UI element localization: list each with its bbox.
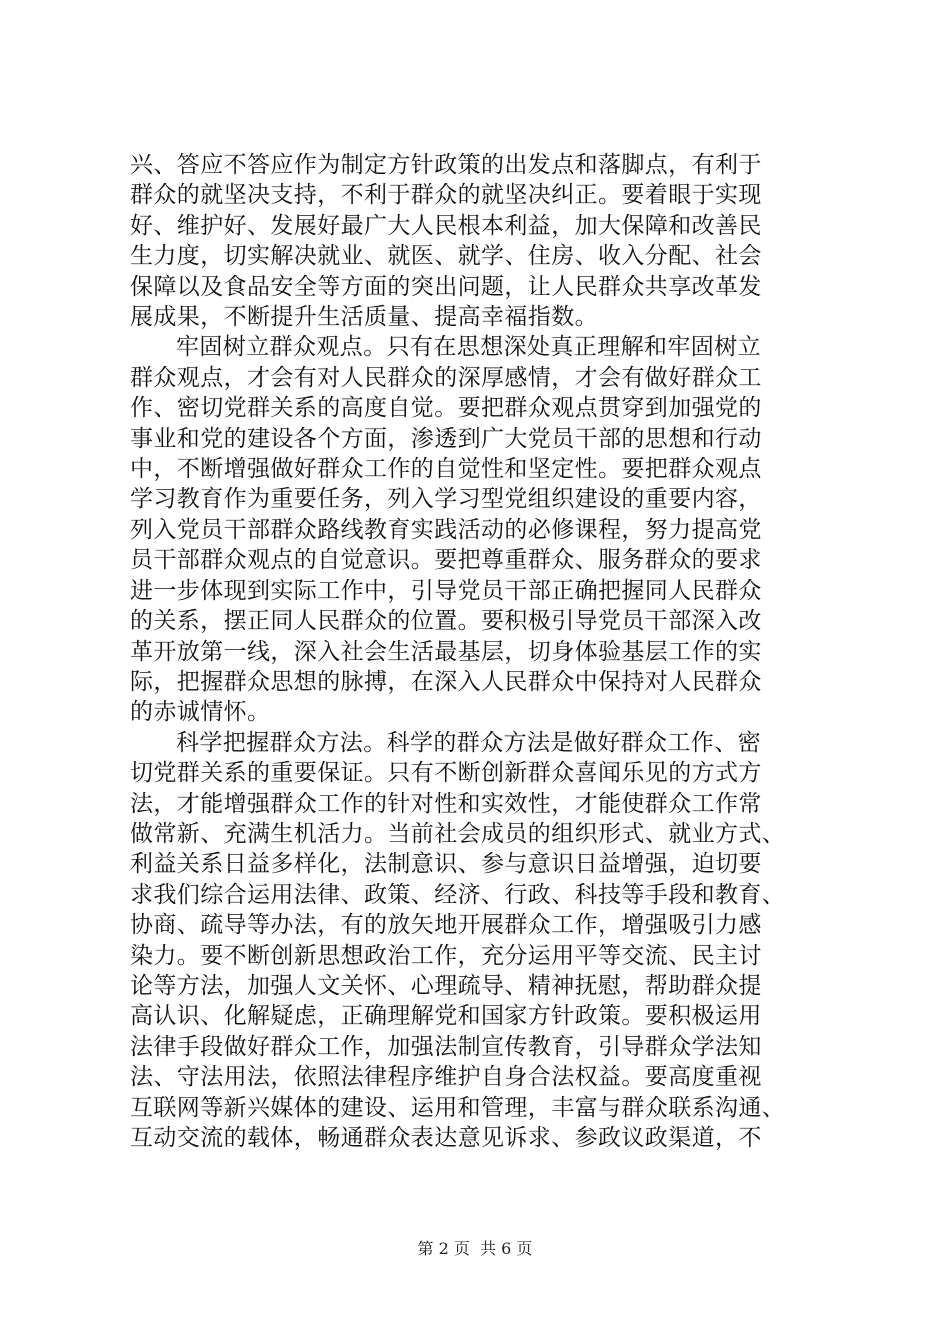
text-line: 展成果，不断提升生活质量、提高幸福指数。: [130, 304, 598, 331]
text-line: 协商、疏导等办法，有的放矢地开展群众工作，增强吸引力感: [130, 912, 762, 939]
paragraph: [130, 150, 830, 332]
page-footer: 第 2 页 共 6 页: [417, 1239, 533, 1258]
text-line: 生力度，切实解决就业、就医、就学、住房、收入分配、社会: [130, 243, 762, 270]
text-line: 法，才能增强群众工作的针对性和实效性，才能使群众工作常: [130, 790, 762, 817]
text-line: 互动交流的载体，畅通群众表达意见诉求、参政议政渠道，不: [130, 1125, 762, 1151]
text-line: 列入党员干部群众路线教育实践活动的必修课程，努力提高党: [130, 516, 762, 543]
text-line: 科学把握群众方法。科学的群众方法是做好群众工作、密: [176, 729, 761, 756]
text-line: 的赤诚情怀。: [130, 699, 271, 726]
text-line: 求我们综合运用法律、政策、经济、行政、科技等手段和教育、: [130, 881, 786, 908]
text-line: 群众的就坚决支持，不利于群众的就坚决纠正。要着眼于实现: [130, 182, 762, 209]
text-line: 群众观点，才会有对人民群众的深厚感情，才会有做好群众工: [130, 364, 762, 391]
text-line: 好、维护好、发展好最广大人民根本利益，加大保障和改善民: [130, 212, 762, 239]
text-line: 论等方法，加强人文关怀、心理疏导、精神抚慰，帮助群众提: [130, 972, 762, 999]
text-line: 兴、答应不答应作为制定方针政策的出发点和落脚点，有利于: [130, 152, 762, 178]
text-line: 法、守法用法，依照法律程序维护自身合法权益。要高度重视: [130, 1064, 762, 1091]
text-line: 学习教育作为重要任务，列入学习型党组织建设的重要内容，: [130, 486, 762, 513]
text-line: 的关系，摆正同人民群众的位置。要积极引导党员干部深入改: [130, 608, 762, 635]
text-line: 保障以及食品安全等方面的突出问题，让人民群众共享改革发: [130, 273, 762, 300]
paragraph: [130, 728, 830, 1154]
document-body: [130, 150, 830, 1153]
text-line: 事业和党的建设各个方面，渗透到广大党员干部的思想和行动: [130, 425, 762, 452]
text-line: 革开放第一线，深入社会生活最基层，切身体验基层工作的实: [130, 638, 762, 665]
text-line: 染力。要不断创新思想政治工作，充分运用平等交流、民主讨: [130, 942, 762, 969]
text-line: 牢固树立群众观点。只有在思想深处真正理解和牢固树立: [176, 334, 761, 361]
text-line: 员干部群众观点的自觉意识。要把尊重群众、服务群众的要求: [130, 547, 762, 574]
text-line: 利益关系日益多样化，法制意识、参与意识日益增强，迫切要: [130, 851, 762, 878]
text-line: 互联网等新兴媒体的建设、运用和管理，丰富与群众联系沟通、: [130, 1094, 786, 1121]
text-line: 切党群关系的重要保证。只有不断创新群众喜闻乐见的方式方: [130, 760, 762, 787]
text-line: 际，把握群众思想的脉搏，在深入人民群众中保持对人民群众: [130, 668, 762, 695]
text-line: 法律手段做好群众工作，加强法制宣传教育，引导群众学法知: [130, 1033, 762, 1060]
text-line: 做常新、充满生机活力。当前社会成员的组织形式、就业方式、: [130, 820, 786, 847]
text-line: 中，不断增强做好群众工作的自觉性和坚定性。要把群众观点: [130, 456, 762, 483]
text-line: 作、密切党群关系的高度自觉。要把群众观点贯穿到加强党的: [130, 395, 762, 422]
paragraph: [130, 332, 830, 727]
text-line: 进一步体现到实际工作中，引导党员干部正确把握同人民群众: [130, 577, 762, 604]
text-line: 高认识、化解疑虑，正确理解党和国家方针政策。要积极运用: [130, 1003, 762, 1030]
